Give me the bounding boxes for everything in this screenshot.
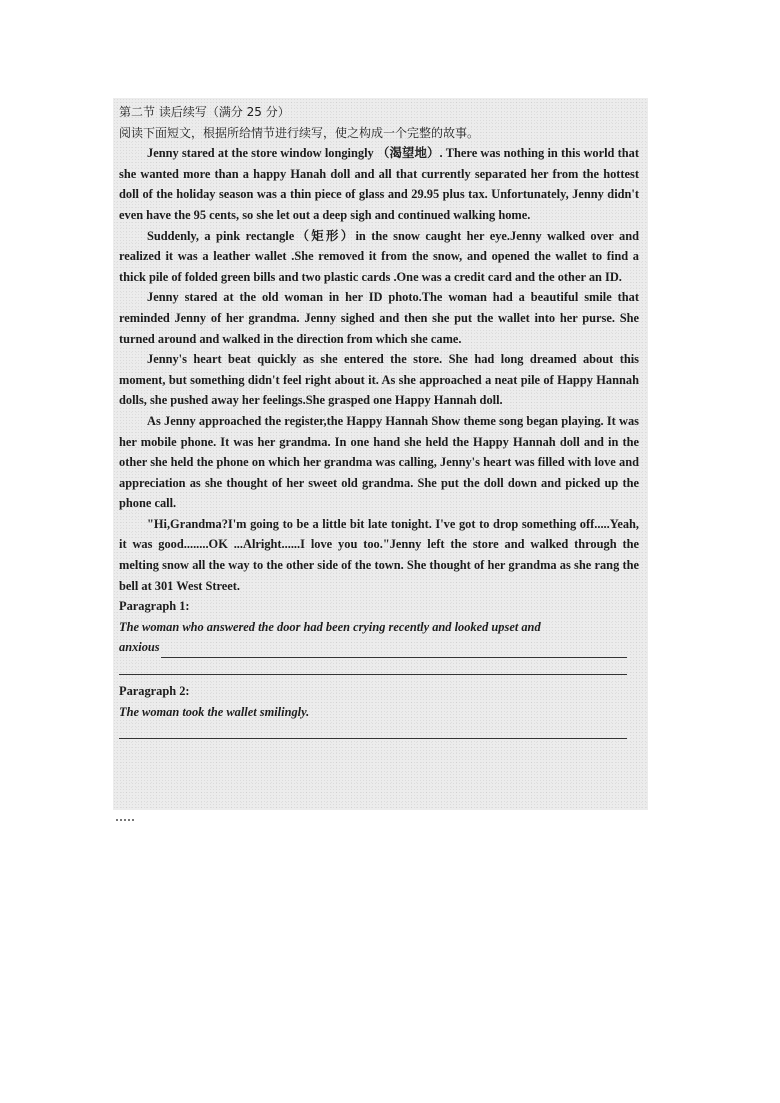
story-paragraph-6: "Hi,Grandma?I'm going to be a little bit late tonight. I've got to drop something off.....Yeah, it was good........OK ...Alright......I love you too."Jenny left the store and walked through the melting snow all the way to the other side of the town. She thought of her grandma as she rang the bell at 301 West Street. [119, 516, 639, 593]
paragraph1-prompt-continuation [119, 637, 639, 658]
paragraph2-prompt: The woman took the wallet smilingly. [119, 704, 310, 719]
instruction: 阅读下面短文，根据所给情节进行续写，使之构成一个完整的故事。 [119, 125, 480, 140]
scan-artifact [116, 819, 134, 821]
answer-line[interactable] [119, 722, 627, 739]
paragraph1-prompt: The woman who answered the door had been crying recently and looked upset and [119, 619, 541, 634]
gloss: （矩形） [294, 227, 356, 243]
answer-line[interactable] [161, 643, 627, 658]
paragraph1-prompt-end: anxious [119, 640, 160, 655]
document-content [119, 102, 639, 745]
section-title: 第二节 读后续写（满分 25 分） [119, 105, 290, 119]
paragraph1-label: Paragraph 1: [119, 599, 190, 614]
paragraph-text: Jenny stared at the store window longingly [147, 146, 377, 161]
paragraph2-label: Paragraph 2: [119, 684, 190, 699]
paragraph-text: Suddenly, a pink rectangle [147, 228, 295, 243]
scanned-page [113, 98, 648, 810]
story-paragraph-3: Jenny stared at the old woman in her ID photo.The woman had a beautiful smile that reminded Jenny of her grandma. Jenny sighed and then she put the wallet into her purse. She turned around and walked in the direction from which she came. [119, 290, 639, 346]
story-paragraph-4: Jenny's heart beat quickly as she entered the store. She had long dreamed about this moment, but something didn't feel right about it. As she approached a neat pile of Happy Hannah dolls, she pushed away her feelings.She grasped one Happy Hannah doll. [119, 352, 639, 408]
story-paragraph-1 [119, 143, 639, 225]
story-paragraph-5: As Jenny approached the register,the Happy Hannah Show theme song began playing. It was her mobile phone. It was her grandma. In one hand she held the Happy Hannah doll and in the other she held the phone on which her grandma was calling, Jenny's heart was filled with love and appreciation as she thought of her sweet old grandma. She put the doll down and picked up the phone call. [119, 413, 639, 511]
paragraph-text: . There was nothing in this world that she wanted more than a happy Hanah doll and all that currently separated her from the hottest doll of the holiday season was a thin piece of glass and 29.95 plus tax. Unfortunately, Jenny didn't even have the 95 cents, so she let out a deep sigh and continued walking home. [119, 146, 640, 222]
answer-line[interactable] [119, 658, 627, 675]
story-paragraph-2 [119, 226, 639, 288]
gloss: （渴望地） [376, 145, 440, 161]
paragraph-text: in the snow caught her eye.Jenny walked over and realized it was a leather wallet .She removed it from the snow, and opened the wallet to find a thick pile of folded green bills and two plastic cards .One was a credit card and the other an ID. [119, 228, 639, 284]
